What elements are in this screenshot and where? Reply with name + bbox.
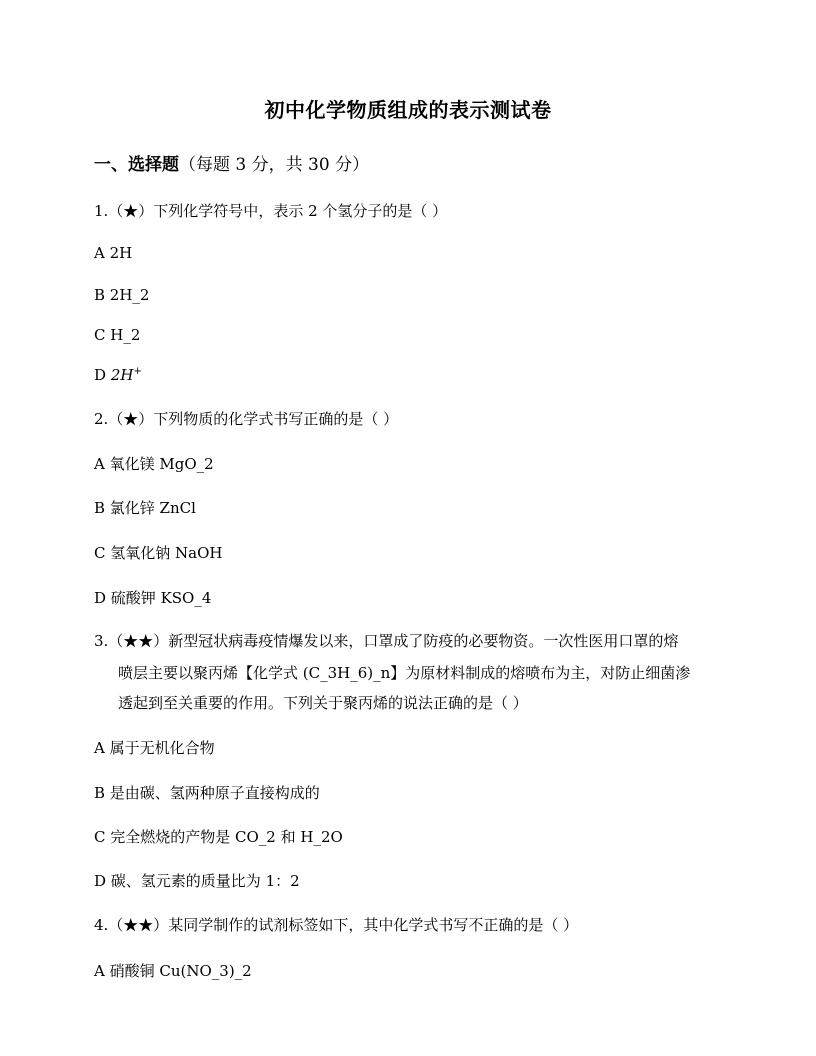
question-4-option-a: A 硝酸铜 Cu(NO_3)_2 <box>94 962 252 980</box>
section-heading <box>94 150 369 175</box>
question-3-option-d <box>94 870 300 891</box>
question-1-option-d-label: D <box>94 366 107 384</box>
question-2-option-c: C 氢氧化钠 NaOH <box>94 544 223 562</box>
question-4-stem: 4.（★★）某同学制作的试剂标签如下，其中化学式书写不正确的是（ ） <box>94 916 579 934</box>
section-note: （每题 3 分，共 30 分） <box>179 155 370 175</box>
question-3-stem-line-2: 喷层主要以聚丙烯【化学式 (C_3H_6)_n】为原材料制成的熔喷布为主，对防止细菌渗 <box>118 664 691 682</box>
question-1-stem: 1.（★）下列化学符号中，表示 2 个氢分子的是（ ） <box>94 202 448 220</box>
question-1-option-b: B 2H_2 <box>94 286 150 304</box>
question-3-option-a: A 属于无机化合物 <box>94 739 215 757</box>
question-1-option-c: C H_2 <box>94 326 141 344</box>
question-3-stem-line-3: 透起到至关重要的作用。下列关于聚丙烯的说法正确的是（ ） <box>118 694 528 712</box>
question-3-option-c: C 完全燃烧的产物是 CO_2 和 H_2O <box>94 828 343 846</box>
formula-base: 2H <box>110 366 134 384</box>
question-3-option-d-label: D 碳、氢元素的质量比为 <box>94 872 261 890</box>
question-2-option-b: B 氯化锌 ZnCl <box>94 499 196 517</box>
section-heading-text: 一、选择题 <box>94 155 179 175</box>
question-2-option-a: A 氧化镁 MgO_2 <box>94 455 214 473</box>
question-1-option-d <box>94 366 142 384</box>
question-3-option-b: B 是由碳、氢两种原子直接构成的 <box>94 784 320 802</box>
question-1-option-d-formula <box>111 366 142 384</box>
question-1-option-a: A 2H <box>94 244 133 262</box>
page-title: 初中化学物质组成的表示测试卷 <box>264 98 552 122</box>
question-3-option-d-ratio: 1：2 <box>265 872 300 890</box>
question-2-option-d: D 硫酸钾 KSO_4 <box>94 589 212 607</box>
question-3-stem-line-1: 3.（★★）新型冠状病毒疫情爆发以来，口罩成了防疫的必要物资。一次性医用口罩的熔 <box>94 632 679 650</box>
question-2-stem: 2.（★）下列物质的化学式书写正确的是（ ） <box>94 410 399 428</box>
formula-superscript: + <box>133 366 142 377</box>
